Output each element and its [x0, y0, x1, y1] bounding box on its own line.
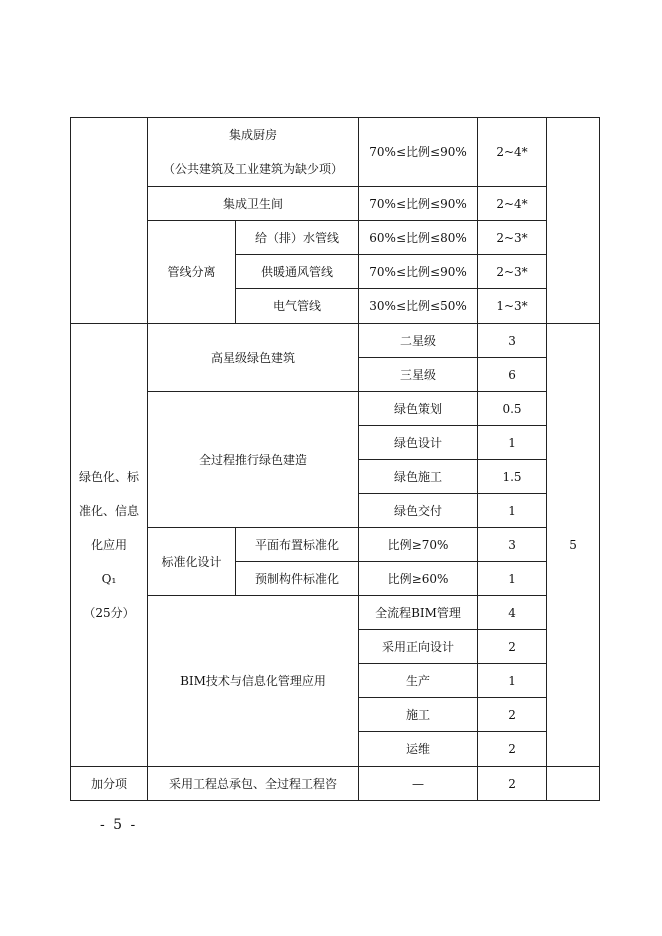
bim-group-label: BIM技术与信息化管理应用	[148, 596, 359, 767]
table-row	[71, 118, 600, 187]
bonus-score: 2	[478, 767, 547, 801]
water-pipe-label: 给（排）水管线	[236, 221, 359, 255]
category-line-2: 准化、信息	[78, 504, 139, 518]
category-line-3: 化应用	[90, 538, 127, 552]
plan-layout-ratio: 比例≥70%	[359, 528, 478, 562]
prefab-label: 预制构件标准化	[236, 562, 359, 596]
standard-design-label: 标准化设计	[148, 528, 236, 596]
water-pipe-score: 2~3*	[478, 221, 547, 255]
construct-label: 施工	[359, 698, 478, 732]
category-line-1: 绿色化、标	[78, 470, 139, 484]
plan-layout-score: 3	[478, 528, 547, 562]
high-star-label: 高星级绿色建筑	[148, 324, 359, 392]
prefab-ratio: 比例≥60%	[359, 562, 478, 596]
electric-pipe-label: 电气管线	[236, 289, 359, 324]
pipeline-group-label: 管线分离	[148, 221, 236, 324]
bathroom-score: 2~4*	[478, 187, 547, 221]
table-row	[71, 221, 600, 255]
two-star-label: 二星级	[359, 324, 478, 358]
table-row	[71, 324, 600, 358]
scoring-table	[70, 117, 600, 801]
three-star-score: 6	[478, 358, 547, 392]
bim-full-label: 全流程BIM管理	[359, 596, 478, 630]
operation-score: 2	[478, 732, 547, 767]
planning-label: 绿色策划	[359, 392, 478, 426]
category-line-5: （25分）	[83, 606, 135, 620]
kitchen-label: 集成厨房	[229, 128, 278, 142]
bim-full-score: 4	[478, 596, 547, 630]
delivery-score: 1	[478, 494, 547, 528]
bonus-item: 采用工程总承包、全过程工程咨	[148, 767, 359, 801]
category-line-4: Q₁	[101, 572, 117, 586]
table-row	[71, 528, 600, 562]
empty-min-score-cell	[547, 118, 600, 324]
water-pipe-ratio: 60%≤比例≤80%	[359, 221, 478, 255]
bathroom-ratio: 70%≤比例≤90%	[359, 187, 478, 221]
design-score: 1	[478, 426, 547, 460]
bonus-label: 加分项	[71, 767, 148, 801]
table-row	[71, 596, 600, 630]
plan-layout-label: 平面布置标准化	[236, 528, 359, 562]
kitchen-ratio: 70%≤比例≤90%	[359, 118, 478, 187]
operation-label: 运维	[359, 732, 478, 767]
bathroom-label: 集成卫生间	[148, 187, 359, 221]
electric-pipe-ratio: 30%≤比例≤50%	[359, 289, 478, 324]
construct-score: 2	[478, 698, 547, 732]
forward-design-label: 采用正向设计	[359, 630, 478, 664]
table-row	[71, 187, 600, 221]
prefab-score: 1	[478, 562, 547, 596]
two-star-score: 3	[478, 324, 547, 358]
construction-score: 1.5	[478, 460, 547, 494]
production-score: 1	[478, 664, 547, 698]
hvac-pipe-label: 供暖通风管线	[236, 255, 359, 289]
construction-label: 绿色施工	[359, 460, 478, 494]
table-row	[71, 392, 600, 426]
forward-design-score: 2	[478, 630, 547, 664]
three-star-label: 三星级	[359, 358, 478, 392]
green-category-cell	[71, 324, 148, 767]
kitchen-item-cell	[148, 118, 359, 187]
hvac-pipe-ratio: 70%≤比例≤90%	[359, 255, 478, 289]
empty-category-cell	[71, 118, 148, 324]
bonus-dash: —	[359, 767, 478, 801]
planning-score: 0.5	[478, 392, 547, 426]
hvac-pipe-score: 2~3*	[478, 255, 547, 289]
green-min-score: 5	[547, 324, 600, 767]
kitchen-note: （公共建筑及工业建筑为缺少项）	[163, 162, 344, 176]
production-label: 生产	[359, 664, 478, 698]
table-row	[71, 767, 600, 801]
page-number: - 5 -	[100, 817, 138, 833]
electric-pipe-score: 1~3*	[478, 289, 547, 324]
delivery-label: 绿色交付	[359, 494, 478, 528]
kitchen-score: 2~4*	[478, 118, 547, 187]
bonus-empty-cell	[547, 767, 600, 801]
whole-process-label: 全过程推行绿色建造	[148, 392, 359, 528]
design-label: 绿色设计	[359, 426, 478, 460]
